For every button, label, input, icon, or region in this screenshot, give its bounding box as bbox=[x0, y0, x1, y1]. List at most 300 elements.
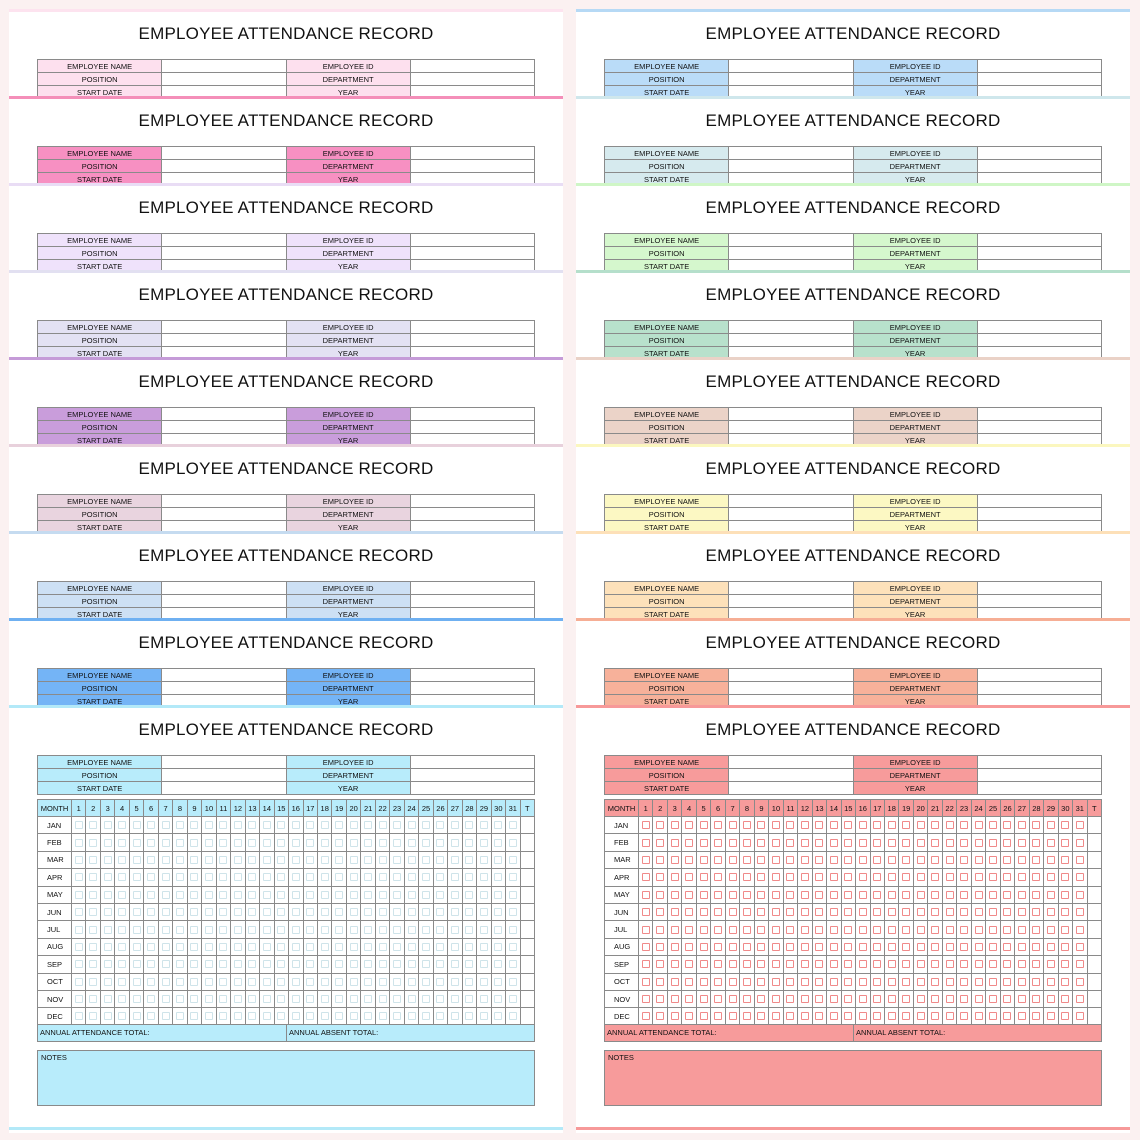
checkbox[interactable] bbox=[975, 908, 983, 916]
checkbox[interactable] bbox=[408, 821, 416, 829]
checkbox[interactable] bbox=[830, 873, 838, 881]
attendance-cell[interactable] bbox=[361, 1008, 375, 1025]
checkbox[interactable] bbox=[133, 856, 141, 864]
attendance-cell[interactable] bbox=[754, 851, 768, 868]
checkbox[interactable] bbox=[960, 995, 968, 1003]
checkbox[interactable] bbox=[248, 978, 256, 986]
checkbox[interactable] bbox=[975, 1012, 983, 1020]
checkbox[interactable] bbox=[902, 839, 910, 847]
checkbox[interactable] bbox=[190, 821, 198, 829]
checkbox[interactable] bbox=[1076, 1012, 1084, 1020]
attendance-cell[interactable] bbox=[639, 921, 653, 938]
checkbox[interactable] bbox=[815, 873, 823, 881]
attendance-cell[interactable] bbox=[231, 851, 245, 868]
position-field[interactable] bbox=[162, 247, 286, 260]
attendance-cell[interactable] bbox=[390, 938, 404, 955]
department-field[interactable] bbox=[410, 508, 534, 521]
checkbox[interactable] bbox=[277, 839, 285, 847]
attendance-cell[interactable] bbox=[812, 869, 826, 886]
checkbox[interactable] bbox=[133, 873, 141, 881]
checkbox[interactable] bbox=[801, 995, 809, 1003]
department-field[interactable] bbox=[977, 421, 1101, 434]
department-field[interactable] bbox=[977, 247, 1101, 260]
attendance-cell[interactable] bbox=[216, 869, 230, 886]
checkbox[interactable] bbox=[772, 839, 780, 847]
attendance-cell[interactable] bbox=[841, 990, 855, 1007]
attendance-cell[interactable] bbox=[783, 834, 797, 851]
checkbox[interactable] bbox=[815, 839, 823, 847]
department-field[interactable] bbox=[977, 682, 1101, 695]
checkbox[interactable] bbox=[844, 926, 852, 934]
attendance-cell[interactable] bbox=[491, 869, 505, 886]
checkbox[interactable] bbox=[975, 891, 983, 899]
checkbox[interactable] bbox=[859, 873, 867, 881]
attendance-cell[interactable] bbox=[361, 851, 375, 868]
attendance-cell[interactable] bbox=[506, 869, 520, 886]
attendance-cell[interactable] bbox=[115, 903, 129, 920]
checkbox[interactable] bbox=[465, 908, 473, 916]
attendance-cell[interactable] bbox=[346, 1008, 360, 1025]
checkbox[interactable] bbox=[1047, 995, 1055, 1003]
attendance-cell[interactable] bbox=[433, 817, 447, 834]
attendance-cell[interactable] bbox=[639, 990, 653, 1007]
attendance-cell[interactable] bbox=[971, 851, 985, 868]
attendance-cell[interactable] bbox=[86, 990, 100, 1007]
attendance-cell[interactable] bbox=[870, 869, 884, 886]
attendance-cell[interactable] bbox=[144, 851, 158, 868]
checkbox[interactable] bbox=[306, 873, 314, 881]
attendance-cell[interactable] bbox=[856, 956, 870, 973]
checkbox[interactable] bbox=[118, 978, 126, 986]
checkbox[interactable] bbox=[1003, 978, 1011, 986]
attendance-cell[interactable] bbox=[404, 869, 418, 886]
attendance-cell[interactable] bbox=[1044, 973, 1058, 990]
checkbox[interactable] bbox=[642, 891, 650, 899]
checkbox[interactable] bbox=[364, 960, 372, 968]
attendance-cell[interactable] bbox=[1044, 851, 1058, 868]
checkbox[interactable] bbox=[234, 891, 242, 899]
attendance-cell[interactable] bbox=[375, 851, 389, 868]
attendance-cell[interactable] bbox=[884, 1008, 898, 1025]
checkbox[interactable] bbox=[162, 839, 170, 847]
checkbox[interactable] bbox=[321, 908, 329, 916]
attendance-cell[interactable] bbox=[115, 1008, 129, 1025]
attendance-cell[interactable] bbox=[390, 1008, 404, 1025]
attendance-cell[interactable] bbox=[798, 834, 812, 851]
checkbox[interactable] bbox=[772, 995, 780, 1003]
attendance-cell[interactable] bbox=[884, 973, 898, 990]
attendance-cell[interactable] bbox=[899, 921, 913, 938]
attendance-cell[interactable] bbox=[856, 834, 870, 851]
checkbox[interactable] bbox=[700, 926, 708, 934]
attendance-cell[interactable] bbox=[827, 973, 841, 990]
checkbox[interactable] bbox=[350, 891, 358, 899]
checkbox[interactable] bbox=[830, 908, 838, 916]
attendance-cell[interactable] bbox=[303, 973, 317, 990]
checkbox[interactable] bbox=[917, 873, 925, 881]
month-total-cell[interactable] bbox=[520, 903, 534, 920]
attendance-cell[interactable] bbox=[86, 921, 100, 938]
attendance-cell[interactable] bbox=[462, 1008, 476, 1025]
checkbox[interactable] bbox=[306, 856, 314, 864]
checkbox[interactable] bbox=[133, 1012, 141, 1020]
attendance-cell[interactable] bbox=[245, 973, 259, 990]
attendance-cell[interactable] bbox=[173, 973, 187, 990]
checkbox[interactable] bbox=[642, 856, 650, 864]
attendance-cell[interactable] bbox=[812, 990, 826, 1007]
attendance-cell[interactable] bbox=[711, 851, 725, 868]
checkbox[interactable] bbox=[393, 926, 401, 934]
attendance-cell[interactable] bbox=[72, 1008, 86, 1025]
checkbox[interactable] bbox=[685, 873, 693, 881]
checkbox[interactable] bbox=[1076, 891, 1084, 899]
checkbox[interactable] bbox=[321, 839, 329, 847]
attendance-cell[interactable] bbox=[986, 834, 1000, 851]
checkbox[interactable] bbox=[700, 821, 708, 829]
checkbox[interactable] bbox=[133, 943, 141, 951]
attendance-cell[interactable] bbox=[260, 903, 274, 920]
attendance-cell[interactable] bbox=[274, 817, 288, 834]
attendance-cell[interactable] bbox=[899, 869, 913, 886]
attendance-cell[interactable] bbox=[462, 921, 476, 938]
checkbox[interactable] bbox=[1061, 995, 1069, 1003]
checkbox[interactable] bbox=[104, 978, 112, 986]
checkbox[interactable] bbox=[714, 839, 722, 847]
employee-id-field[interactable] bbox=[410, 60, 534, 73]
attendance-cell[interactable] bbox=[1000, 956, 1014, 973]
attendance-cell[interactable] bbox=[115, 851, 129, 868]
checkbox[interactable] bbox=[989, 891, 997, 899]
checkbox[interactable] bbox=[801, 1012, 809, 1020]
attendance-cell[interactable] bbox=[491, 903, 505, 920]
checkbox[interactable] bbox=[1018, 908, 1026, 916]
attendance-cell[interactable] bbox=[986, 938, 1000, 955]
attendance-cell[interactable] bbox=[1015, 1008, 1029, 1025]
attendance-cell[interactable] bbox=[332, 956, 346, 973]
notes-box[interactable] bbox=[604, 1050, 1102, 1106]
attendance-cell[interactable] bbox=[100, 921, 114, 938]
checkbox[interactable] bbox=[772, 1012, 780, 1020]
attendance-cell[interactable] bbox=[913, 886, 927, 903]
checkbox[interactable] bbox=[350, 978, 358, 986]
position-field[interactable] bbox=[162, 595, 286, 608]
employee-name-field[interactable] bbox=[162, 495, 286, 508]
attendance-cell[interactable] bbox=[913, 817, 927, 834]
attendance-cell[interactable] bbox=[448, 903, 462, 920]
attendance-cell[interactable] bbox=[856, 1008, 870, 1025]
checkbox[interactable] bbox=[757, 873, 765, 881]
checkbox[interactable] bbox=[714, 856, 722, 864]
checkbox[interactable] bbox=[219, 926, 227, 934]
attendance-cell[interactable] bbox=[144, 886, 158, 903]
attendance-cell[interactable] bbox=[100, 903, 114, 920]
checkbox[interactable] bbox=[321, 943, 329, 951]
checkbox[interactable] bbox=[830, 821, 838, 829]
position-field[interactable] bbox=[162, 508, 286, 521]
checkbox[interactable] bbox=[989, 856, 997, 864]
checkbox[interactable] bbox=[162, 873, 170, 881]
attendance-cell[interactable] bbox=[404, 938, 418, 955]
attendance-cell[interactable] bbox=[841, 973, 855, 990]
checkbox[interactable] bbox=[176, 926, 184, 934]
attendance-cell[interactable] bbox=[1044, 990, 1058, 1007]
attendance-cell[interactable] bbox=[1044, 886, 1058, 903]
attendance-cell[interactable] bbox=[942, 938, 956, 955]
attendance-cell[interactable] bbox=[942, 869, 956, 886]
checkbox[interactable] bbox=[671, 943, 679, 951]
checkbox[interactable] bbox=[306, 839, 314, 847]
checkbox[interactable] bbox=[786, 839, 794, 847]
attendance-cell[interactable] bbox=[144, 869, 158, 886]
attendance-cell[interactable] bbox=[448, 921, 462, 938]
attendance-cell[interactable] bbox=[653, 903, 667, 920]
checkbox[interactable] bbox=[844, 856, 852, 864]
attendance-cell[interactable] bbox=[1029, 1008, 1043, 1025]
attendance-cell[interactable] bbox=[245, 956, 259, 973]
checkbox[interactable] bbox=[729, 960, 737, 968]
attendance-cell[interactable] bbox=[827, 851, 841, 868]
checkbox[interactable] bbox=[162, 908, 170, 916]
checkbox[interactable] bbox=[277, 995, 285, 1003]
department-field[interactable] bbox=[410, 334, 534, 347]
attendance-cell[interactable] bbox=[72, 956, 86, 973]
checkbox[interactable] bbox=[1047, 873, 1055, 881]
attendance-cell[interactable] bbox=[390, 990, 404, 1007]
checkbox[interactable] bbox=[902, 891, 910, 899]
attendance-cell[interactable] bbox=[957, 817, 971, 834]
checkbox[interactable] bbox=[219, 960, 227, 968]
checkbox[interactable] bbox=[844, 821, 852, 829]
checkbox[interactable] bbox=[494, 978, 502, 986]
attendance-cell[interactable] bbox=[129, 973, 143, 990]
month-total-cell[interactable] bbox=[520, 973, 534, 990]
checkbox[interactable] bbox=[1032, 995, 1040, 1003]
attendance-cell[interactable] bbox=[1073, 938, 1087, 955]
checkbox[interactable] bbox=[509, 856, 517, 864]
checkbox[interactable] bbox=[772, 856, 780, 864]
attendance-cell[interactable] bbox=[129, 921, 143, 938]
checkbox[interactable] bbox=[830, 943, 838, 951]
attendance-cell[interactable] bbox=[260, 851, 274, 868]
checkbox[interactable] bbox=[975, 926, 983, 934]
checkbox[interactable] bbox=[685, 1012, 693, 1020]
checkbox[interactable] bbox=[89, 995, 97, 1003]
attendance-cell[interactable] bbox=[696, 851, 710, 868]
attendance-cell[interactable] bbox=[812, 834, 826, 851]
checkbox[interactable] bbox=[480, 821, 488, 829]
attendance-cell[interactable] bbox=[202, 956, 216, 973]
checkbox[interactable] bbox=[292, 1012, 300, 1020]
checkbox[interactable] bbox=[671, 926, 679, 934]
checkbox[interactable] bbox=[815, 856, 823, 864]
checkbox[interactable] bbox=[277, 821, 285, 829]
position-field[interactable] bbox=[729, 421, 853, 434]
checkbox[interactable] bbox=[219, 891, 227, 899]
checkbox[interactable] bbox=[306, 821, 314, 829]
attendance-cell[interactable] bbox=[653, 921, 667, 938]
attendance-cell[interactable] bbox=[711, 886, 725, 903]
attendance-cell[interactable] bbox=[1015, 869, 1029, 886]
attendance-cell[interactable] bbox=[928, 938, 942, 955]
attendance-cell[interactable] bbox=[173, 817, 187, 834]
checkbox[interactable] bbox=[1076, 995, 1084, 1003]
notes-box[interactable] bbox=[37, 1050, 535, 1106]
attendance-cell[interactable] bbox=[841, 903, 855, 920]
checkbox[interactable] bbox=[147, 839, 155, 847]
checkbox[interactable] bbox=[642, 995, 650, 1003]
checkbox[interactable] bbox=[176, 821, 184, 829]
attendance-cell[interactable] bbox=[448, 834, 462, 851]
checkbox[interactable] bbox=[104, 960, 112, 968]
checkbox[interactable] bbox=[902, 926, 910, 934]
checkbox[interactable] bbox=[931, 943, 939, 951]
checkbox[interactable] bbox=[162, 891, 170, 899]
attendance-cell[interactable] bbox=[477, 869, 491, 886]
attendance-cell[interactable] bbox=[682, 938, 696, 955]
checkbox[interactable] bbox=[509, 908, 517, 916]
attendance-cell[interactable] bbox=[667, 990, 681, 1007]
attendance-cell[interactable] bbox=[289, 869, 303, 886]
checkbox[interactable] bbox=[772, 891, 780, 899]
checkbox[interactable] bbox=[393, 978, 401, 986]
checkbox[interactable] bbox=[1047, 978, 1055, 986]
checkbox[interactable] bbox=[656, 978, 664, 986]
checkbox[interactable] bbox=[248, 821, 256, 829]
checkbox[interactable] bbox=[1003, 960, 1011, 968]
attendance-cell[interactable] bbox=[506, 956, 520, 973]
attendance-cell[interactable] bbox=[245, 903, 259, 920]
attendance-cell[interactable] bbox=[506, 973, 520, 990]
attendance-cell[interactable] bbox=[72, 990, 86, 1007]
attendance-cell[interactable] bbox=[303, 903, 317, 920]
checkbox[interactable] bbox=[480, 960, 488, 968]
attendance-cell[interactable] bbox=[158, 886, 172, 903]
checkbox[interactable] bbox=[190, 995, 198, 1003]
checkbox[interactable] bbox=[1061, 960, 1069, 968]
checkbox[interactable] bbox=[786, 891, 794, 899]
attendance-cell[interactable] bbox=[346, 938, 360, 955]
checkbox[interactable] bbox=[1003, 839, 1011, 847]
attendance-cell[interactable] bbox=[1015, 834, 1029, 851]
attendance-cell[interactable] bbox=[390, 834, 404, 851]
checkbox[interactable] bbox=[873, 821, 881, 829]
checkbox[interactable] bbox=[306, 960, 314, 968]
attendance-cell[interactable] bbox=[216, 921, 230, 938]
checkbox[interactable] bbox=[902, 960, 910, 968]
attendance-cell[interactable] bbox=[971, 886, 985, 903]
attendance-cell[interactable] bbox=[332, 886, 346, 903]
attendance-cell[interactable] bbox=[173, 1008, 187, 1025]
checkbox[interactable] bbox=[263, 995, 271, 1003]
checkbox[interactable] bbox=[844, 995, 852, 1003]
checkbox[interactable] bbox=[234, 926, 242, 934]
checkbox[interactable] bbox=[931, 1012, 939, 1020]
attendance-cell[interactable] bbox=[711, 817, 725, 834]
attendance-cell[interactable] bbox=[404, 1008, 418, 1025]
attendance-cell[interactable] bbox=[725, 921, 739, 938]
attendance-cell[interactable] bbox=[1058, 921, 1072, 938]
attendance-cell[interactable] bbox=[711, 903, 725, 920]
checkbox[interactable] bbox=[451, 839, 459, 847]
checkbox[interactable] bbox=[960, 960, 968, 968]
checkbox[interactable] bbox=[393, 960, 401, 968]
attendance-cell[interactable] bbox=[884, 817, 898, 834]
attendance-cell[interactable] bbox=[754, 956, 768, 973]
checkbox[interactable] bbox=[321, 856, 329, 864]
checkbox[interactable] bbox=[494, 926, 502, 934]
checkbox[interactable] bbox=[1018, 873, 1026, 881]
attendance-cell[interactable] bbox=[433, 938, 447, 955]
attendance-cell[interactable] bbox=[216, 990, 230, 1007]
checkbox[interactable] bbox=[118, 926, 126, 934]
checkbox[interactable] bbox=[393, 891, 401, 899]
attendance-cell[interactable] bbox=[433, 903, 447, 920]
checkbox[interactable] bbox=[89, 856, 97, 864]
checkbox[interactable] bbox=[494, 821, 502, 829]
attendance-cell[interactable] bbox=[696, 990, 710, 1007]
attendance-cell[interactable] bbox=[477, 938, 491, 955]
attendance-cell[interactable] bbox=[216, 903, 230, 920]
attendance-cell[interactable] bbox=[913, 851, 927, 868]
checkbox[interactable] bbox=[321, 891, 329, 899]
attendance-cell[interactable] bbox=[798, 990, 812, 1007]
checkbox[interactable] bbox=[844, 978, 852, 986]
employee-name-field[interactable] bbox=[729, 669, 853, 682]
checkbox[interactable] bbox=[306, 1012, 314, 1020]
checkbox[interactable] bbox=[75, 891, 83, 899]
attendance-cell[interactable] bbox=[711, 834, 725, 851]
attendance-cell[interactable] bbox=[769, 817, 783, 834]
checkbox[interactable] bbox=[205, 1012, 213, 1020]
attendance-cell[interactable] bbox=[913, 903, 927, 920]
attendance-cell[interactable] bbox=[899, 903, 913, 920]
checkbox[interactable] bbox=[263, 908, 271, 916]
attendance-cell[interactable] bbox=[390, 851, 404, 868]
checkbox[interactable] bbox=[859, 908, 867, 916]
checkbox[interactable] bbox=[205, 891, 213, 899]
attendance-cell[interactable] bbox=[144, 990, 158, 1007]
position-field[interactable] bbox=[729, 247, 853, 260]
attendance-cell[interactable] bbox=[390, 903, 404, 920]
attendance-cell[interactable] bbox=[462, 938, 476, 955]
attendance-cell[interactable] bbox=[274, 990, 288, 1007]
attendance-cell[interactable] bbox=[783, 869, 797, 886]
attendance-cell[interactable] bbox=[419, 886, 433, 903]
attendance-cell[interactable] bbox=[260, 886, 274, 903]
checkbox[interactable] bbox=[162, 821, 170, 829]
checkbox[interactable] bbox=[263, 873, 271, 881]
checkbox[interactable] bbox=[364, 978, 372, 986]
attendance-cell[interactable] bbox=[289, 921, 303, 938]
attendance-cell[interactable] bbox=[158, 834, 172, 851]
attendance-cell[interactable] bbox=[667, 851, 681, 868]
checkbox[interactable] bbox=[786, 1012, 794, 1020]
checkbox[interactable] bbox=[743, 1012, 751, 1020]
checkbox[interactable] bbox=[393, 943, 401, 951]
attendance-cell[interactable] bbox=[361, 869, 375, 886]
attendance-cell[interactable] bbox=[491, 851, 505, 868]
checkbox[interactable] bbox=[234, 873, 242, 881]
employee-id-field[interactable] bbox=[410, 495, 534, 508]
attendance-cell[interactable] bbox=[971, 834, 985, 851]
checkbox[interactable] bbox=[451, 873, 459, 881]
attendance-cell[interactable] bbox=[433, 1008, 447, 1025]
attendance-cell[interactable] bbox=[202, 938, 216, 955]
attendance-cell[interactable] bbox=[1044, 869, 1058, 886]
checkbox[interactable] bbox=[292, 943, 300, 951]
attendance-cell[interactable] bbox=[1015, 851, 1029, 868]
checkbox[interactable] bbox=[1047, 891, 1055, 899]
